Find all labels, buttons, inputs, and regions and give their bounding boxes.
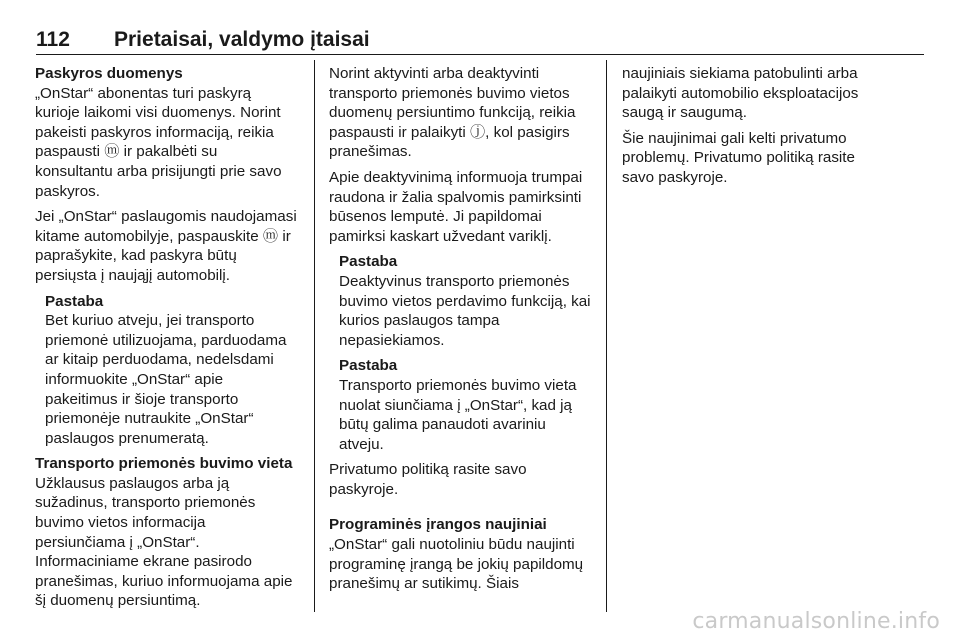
paragraph: Šie naujinimai gali kelti privatumo problemų. Privatumo politiką rasite savo paskyroje. [622, 129, 855, 186]
section-heading: Paskyros duomenys [35, 65, 183, 82]
page-header [36, 28, 924, 55]
column-3 [622, 64, 886, 194]
note-title: Pastaba [339, 253, 398, 271]
note-box [339, 356, 593, 454]
note-title: Pastaba [339, 357, 398, 375]
section-heading: Programinės įrangos naujiniai [329, 516, 547, 534]
column-divider [606, 60, 607, 612]
paragraph: Jei „OnStar“ paslaugomis naudojamasi kitame automobilyje, paspauskite ⓜ ir paprašykite, kad paskyra būtų persiųsta į naująjį automobilį. [35, 208, 297, 284]
note-title: Pastaba [45, 292, 104, 310]
paragraph: Užklausus paslaugos arba ją sužadinus, transporto priemonės buvimo vietos informacija persiunčiama į „OnStar“. Informaciniame ekrane pasirodo pranešimas, kuriuo informuojama apie šį duomenų persiuntimą. [35, 474, 293, 610]
column-2 [329, 64, 593, 600]
paragraph: Apie deaktyvinimą informuoja trumpai raudona ir žalia spalvomis pamirksinti būsenos lemputė. Ji papildomai pamirksi kaskart užvedant variklį. [329, 168, 583, 245]
paragraph: „OnStar“ abonentas turi paskyrą kurioje laikomi visi duomenys. Norint pakeisti paskyros informaciją, reikia paspausti ⓜ ir pakalbėti su konsultantu arba prisijungti prie savo paskyros. [35, 84, 282, 200]
note-text: Bet kuriuo atveju, jei transporto priemonė utilizuojama, parduodama ar kitaip perduodama, nedelsdami informuokite „OnStar“ apie pakeitimus ir šioje transporto priemonėje nutraukite „OnStar“ paslaugos prenumeratą. [45, 312, 287, 447]
note-box [339, 252, 593, 350]
section-heading: Transporto priemonės buvimo vieta [35, 455, 293, 473]
note-text: Transporto priemonės buvimo vieta nuolat siunčiama į „OnStar“, kad ją būtų galima panaudoti avariniu atveju. [339, 376, 577, 453]
note-box [45, 292, 299, 449]
paragraph: Norint aktyvinti arba deaktyvinti transporto priemonės buvimo vietos duomenų persiuntimo funkciją, reikia paspausti ir palaikyti ⓙ, kol pasigirs pranešimas. [329, 65, 576, 161]
note-text: Deaktyvinus transporto priemonės buvimo vietos perdavimo funkciją, kai kurios paslaugos tampa nepasiekiamos. [339, 272, 591, 349]
paragraph: Privatumo politiką rasite savo paskyroje. [329, 461, 527, 498]
watermark: carmanualsonline.info [692, 609, 940, 634]
page-number: 112 [36, 28, 70, 51]
page-title: Prietaisai, valdymo įtaisai [114, 28, 370, 51]
paragraph: „OnStar“ gali nuotoliniu būdu naujinti programinę įrangą be jokių papildomų pranešimų ar sutikimų. Šiais [329, 536, 584, 593]
column-1 [35, 64, 299, 617]
paragraph: naujiniais siekiama patobulinti arba palaikyti automobilio eksploatacijos saugą ir saugumą. [622, 65, 859, 122]
column-divider [314, 60, 315, 612]
